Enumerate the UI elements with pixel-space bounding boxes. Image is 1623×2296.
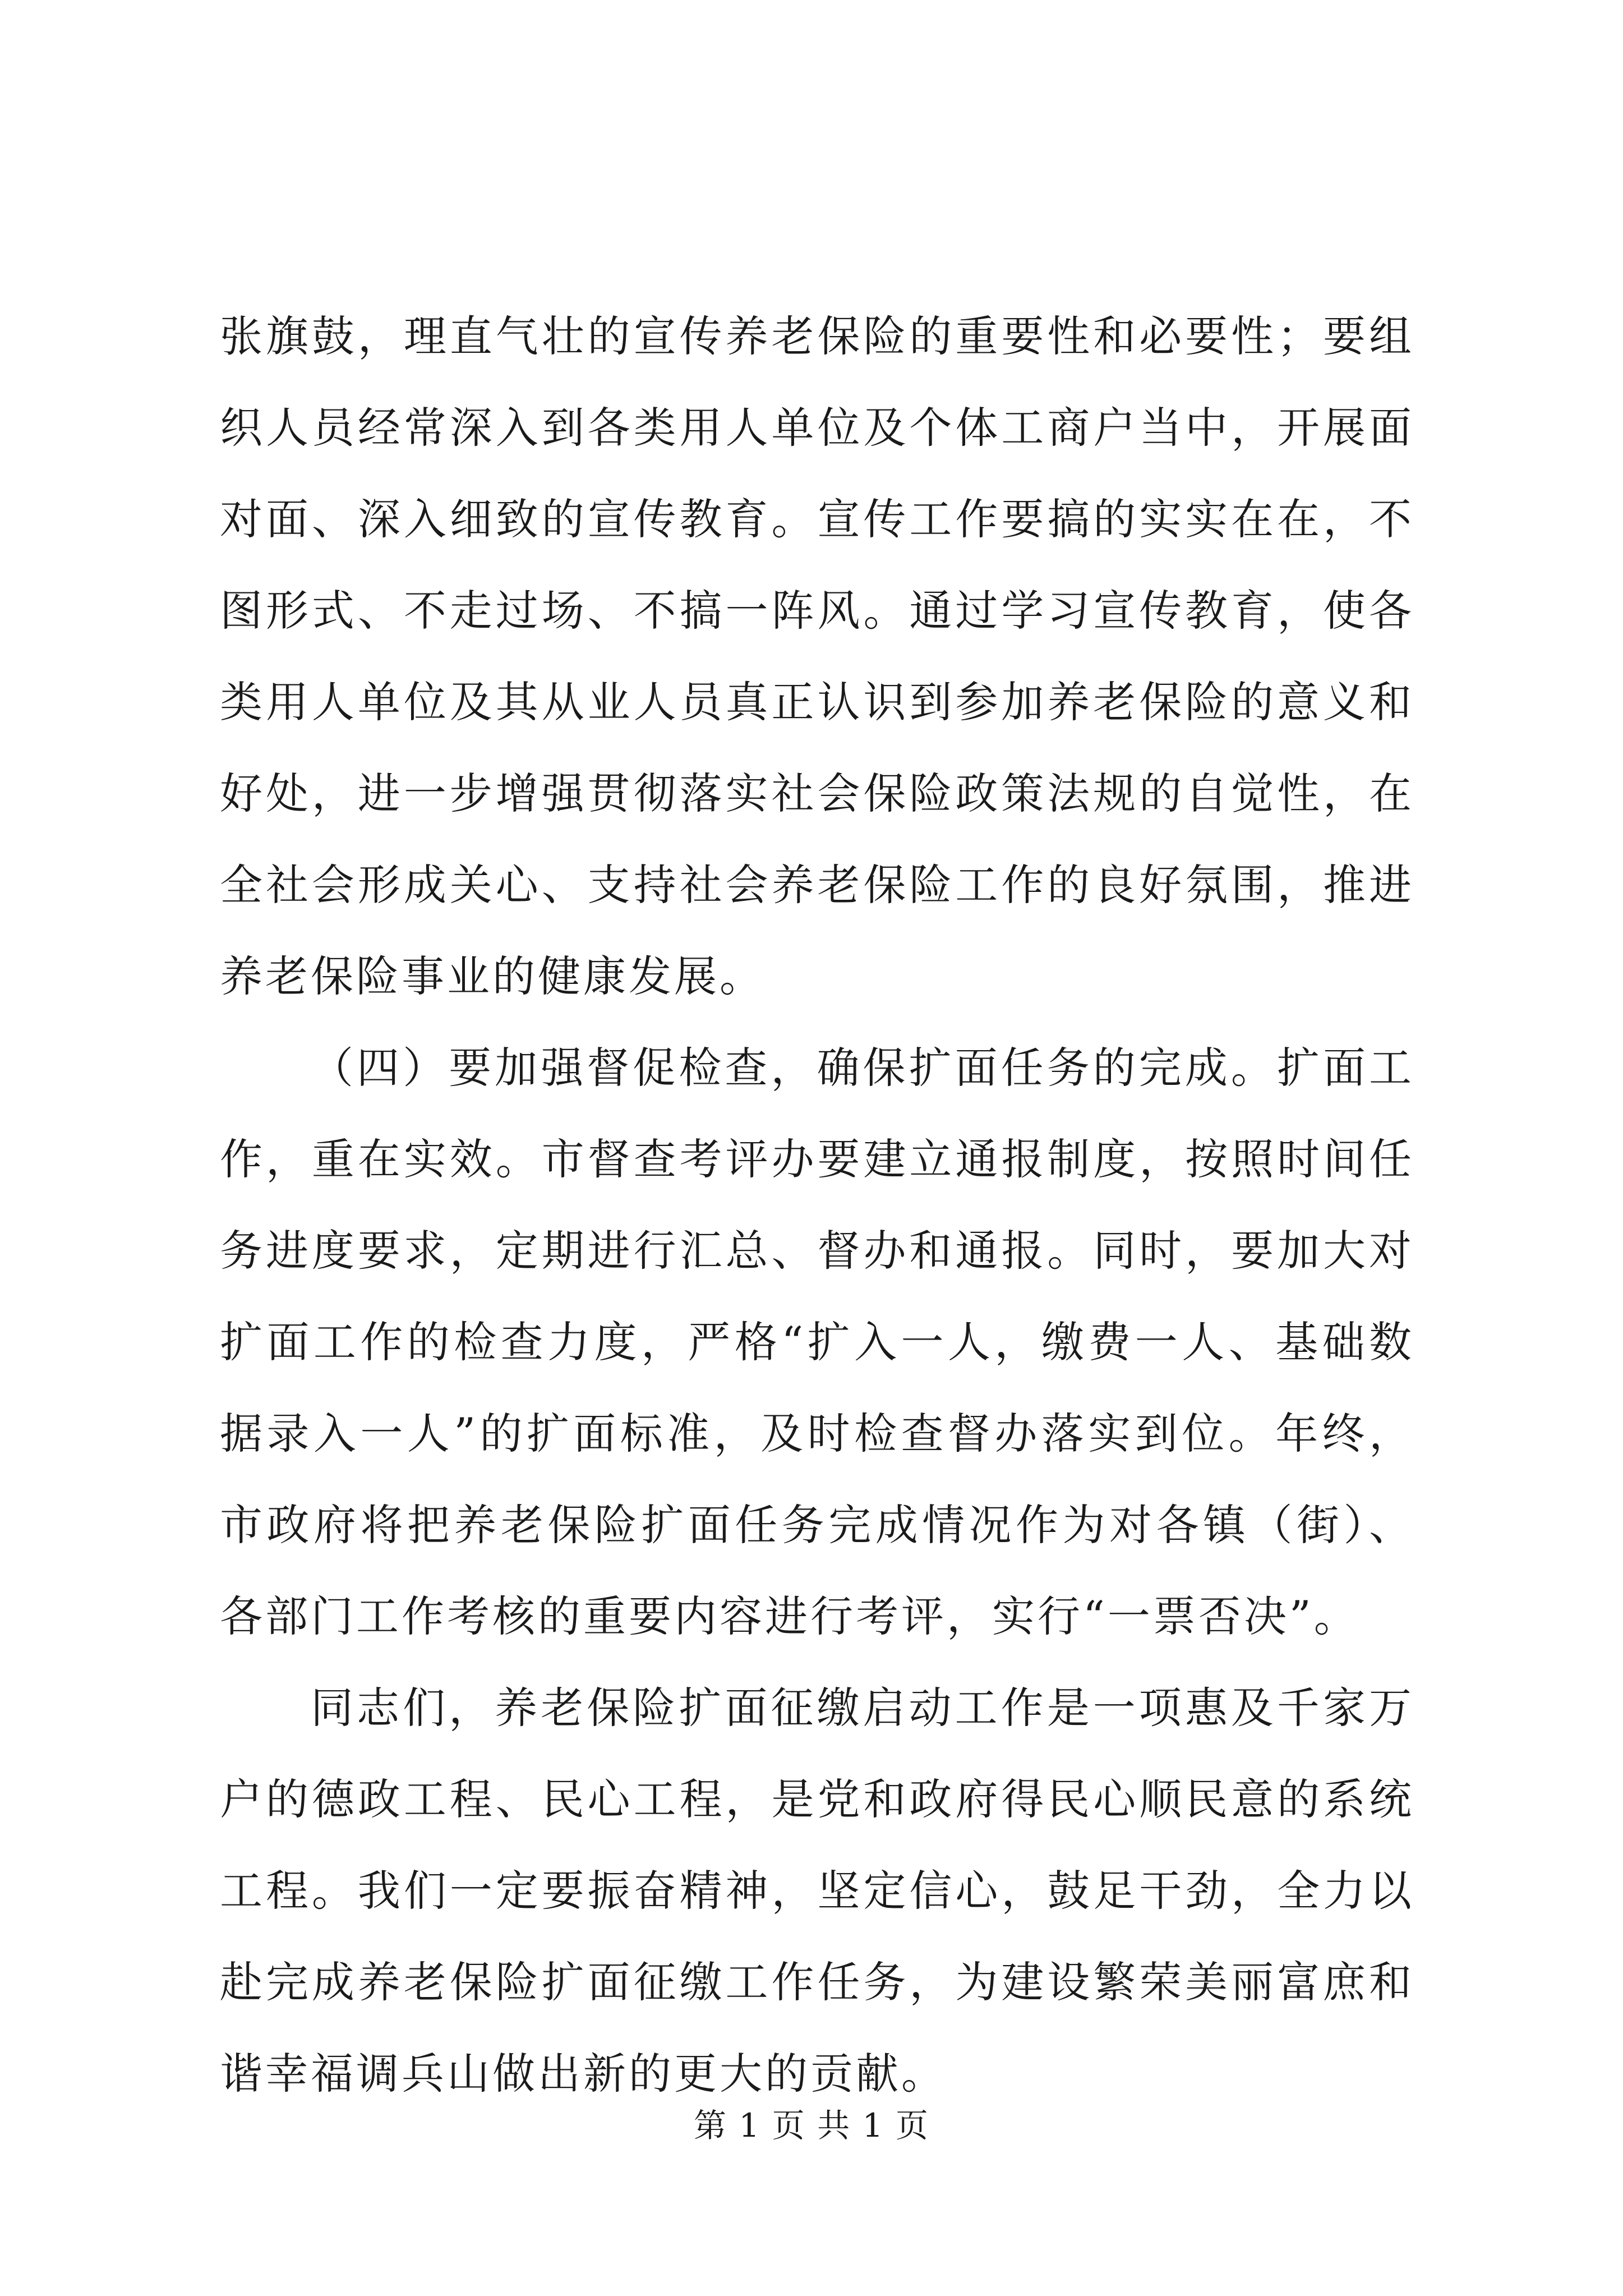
document-body <box>220 291 1414 2119</box>
page-footer: 第 1 页 共 1 页 <box>694 2106 929 2145</box>
paragraph-section-four: （四）要加强督促检查，确保扩面任务的完成。扩面工作，重在实效。市督查考评办要建立通报制度，按照时间任务进度要求，定期进行汇总、督办和通报。同时，要加大对扩面工作的检查力度，严格“扩入一人，缴费一人、基础数据录入一人”的扩面标准，及时检查督办落实到位。年终，市政府将把养老保险扩面任务完成情况作为对各镇（街）、各部门工作考核的重要内容进行考评，实行“一票否决”。 <box>220 1043 1414 1641</box>
paragraph-continuation: 张旗鼓，理直气壮的宣传养老保险的重要性和必要性；要组织人员经常深入到各类用人单位及个体工商户当中，开展面对面、深入细致的宣传教育。宣传工作要搞的实实在在，不图形式、不走过场、不搞一阵风。通过学习宣传教育，使各类用人单位及其从业人员真正认识到参加养老保险的意义和好处，进一步增强贯彻落实社会保险政策法规的自觉性，在全社会形成关心、支持社会养老保险工作的良好氛围，推进养老保险事业的健康发展。 <box>220 311 1414 1001</box>
paragraph-closing: 同志们，养老保险扩面征缴启动工作是一项惠及千家万户的德政工程、民心工程，是党和政府得民心顺民意的系统工程。我们一定要振奋精神，坚定信心，鼓足干劲，全力以赴完成养老保险扩面征缴工作任务，为建设繁荣美丽富庶和谐幸福调兵山做出新的更大的贡献。 <box>220 1683 1414 2099</box>
